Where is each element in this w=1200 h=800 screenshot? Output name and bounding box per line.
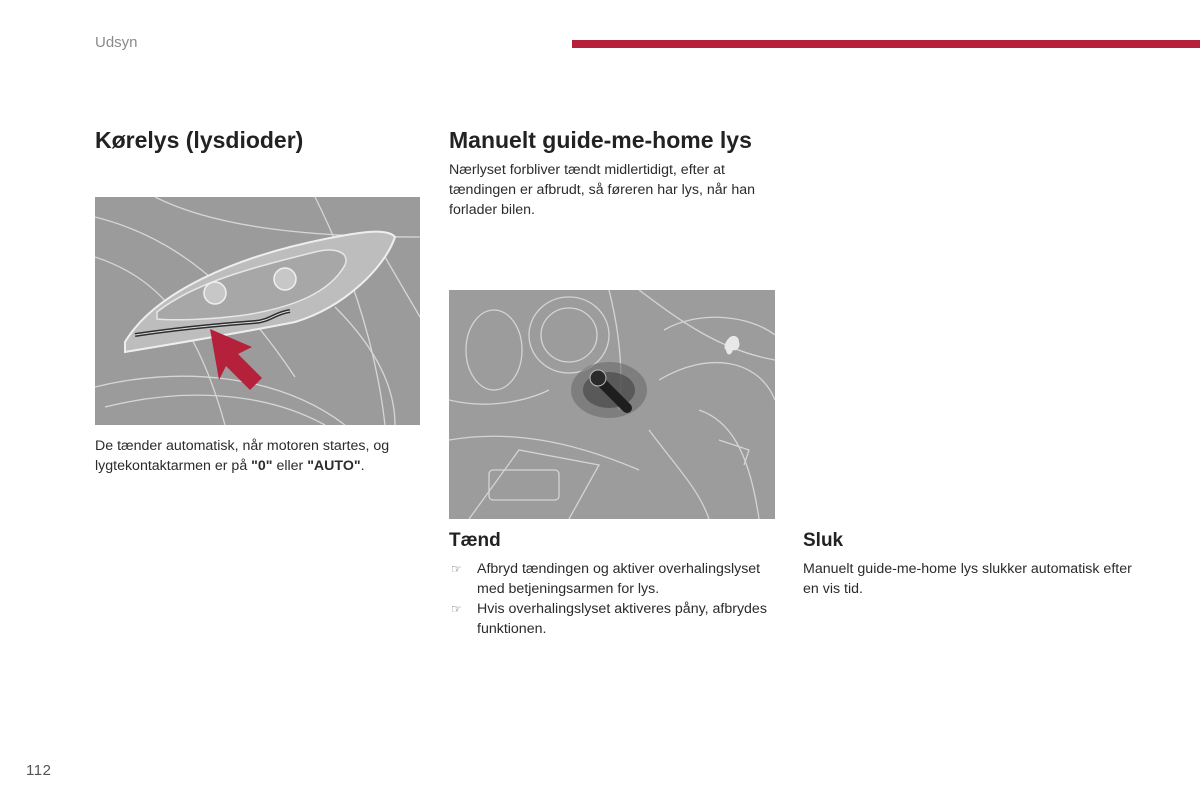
steering-stalk-illustration [449, 290, 775, 519]
position-zero-label: "0" [251, 458, 273, 474]
daytime-lights-title: Kørelys (lysdioder) [95, 127, 304, 153]
section-label: Udsyn [95, 34, 138, 51]
instruction-item [449, 559, 779, 599]
pointing-hand-icon: ☞ [451, 602, 462, 616]
off-section-title: Sluk [803, 530, 844, 551]
instruction-text: Hvis overhalingslyset aktiveres påny, afbrydes funktionen. [477, 601, 767, 637]
guide-me-home-title: Manuelt guide-me-home lys [449, 127, 752, 153]
headlight-illustration [95, 197, 420, 425]
off-section-text: Manuelt guide-me-home lys slukker automatisk efter en vis tid. [803, 561, 1132, 597]
daytime-lights-description [95, 436, 420, 476]
instruction-text: Afbryd tændingen og aktiver overhalingslyset med betjeningsarmen for lys. [477, 561, 761, 597]
position-auto-label: "AUTO" [307, 458, 361, 474]
on-section-title: Tænd [449, 530, 501, 551]
page-number: 112 [26, 762, 52, 779]
guide-me-home-intro: Nærlyset forbliver tændt midlertidigt, efter at tændingen er afbrudt, så føreren har lys, når han forlader bilen. [449, 162, 755, 218]
on-instructions-list [449, 559, 779, 639]
description-text-2: eller [272, 458, 308, 474]
instruction-item [449, 599, 779, 639]
description-text-3: . [360, 458, 365, 474]
description-text-1: De tænder automatisk, når motoren startes, og lygtekontaktarmen er på [95, 438, 390, 474]
header-accent-bar [572, 40, 1200, 48]
pointing-hand-icon: ☞ [451, 562, 462, 576]
